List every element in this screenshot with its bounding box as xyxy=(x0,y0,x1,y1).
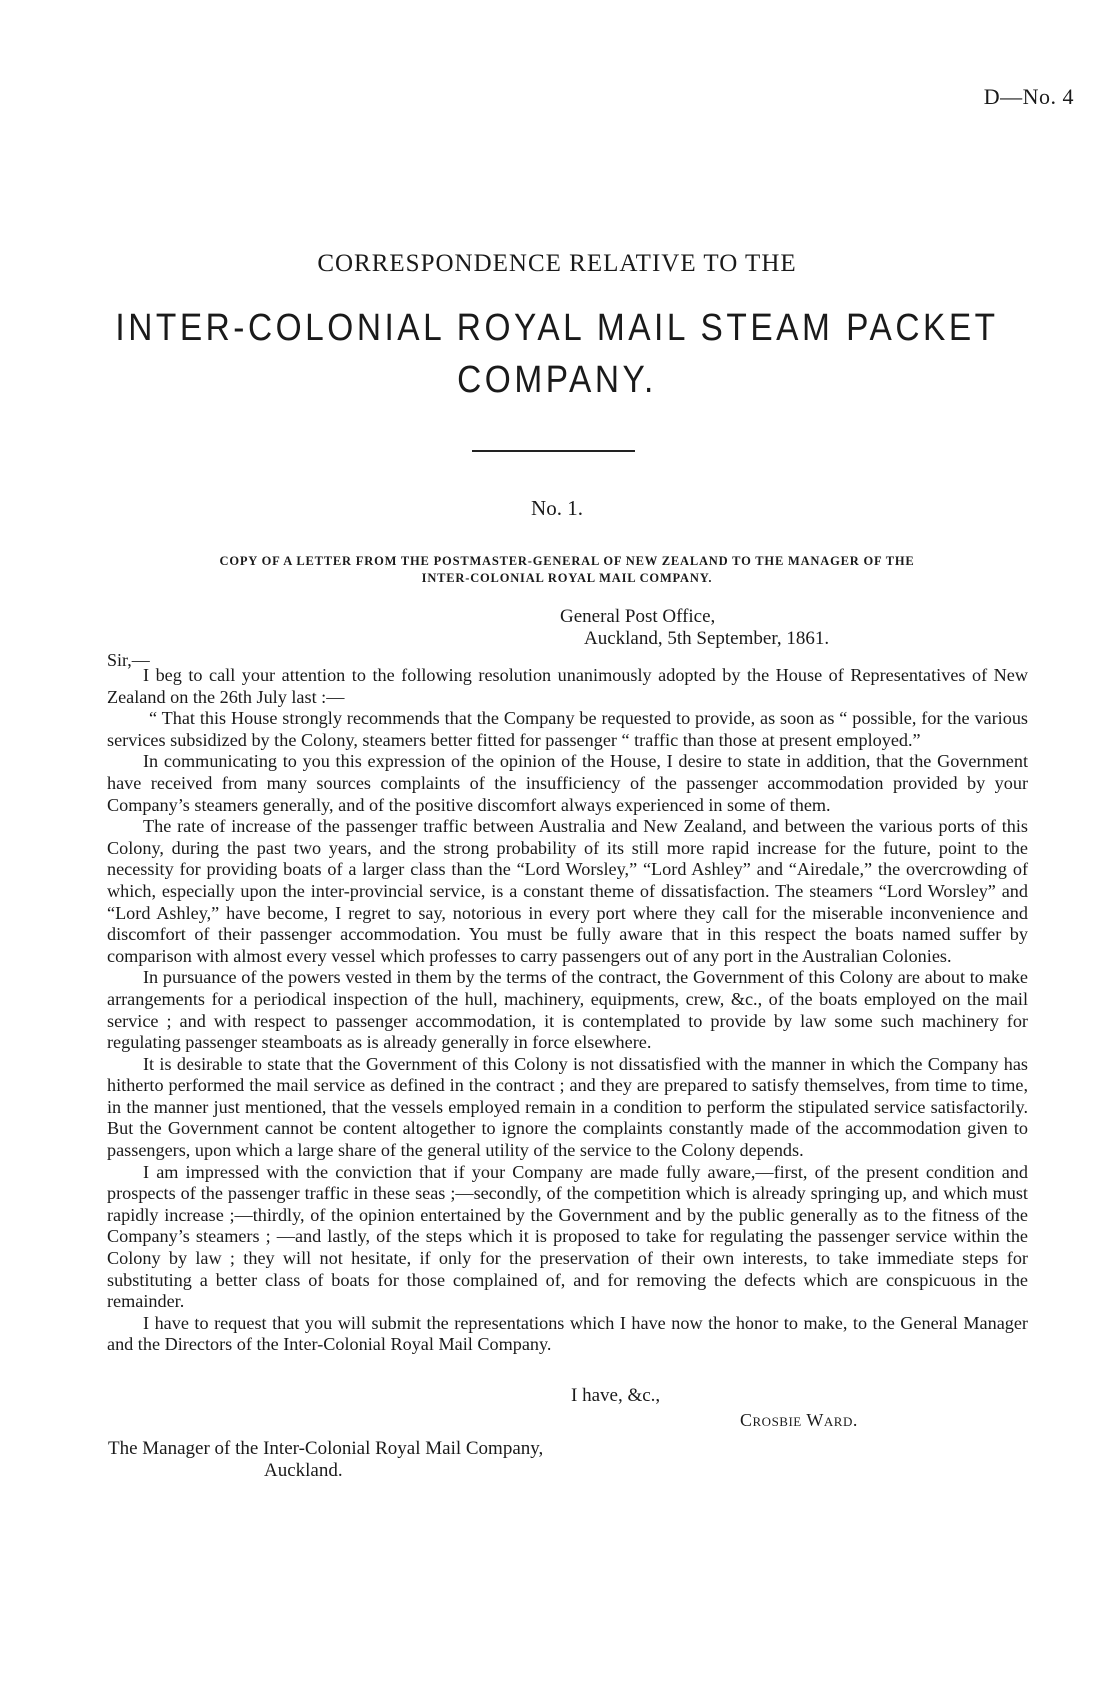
recipient-line-2: Auckland. xyxy=(264,1460,343,1481)
sender-address xyxy=(560,606,829,650)
subtitle-line-2: INTER-COLONIAL ROYAL MAIL COMPANY. xyxy=(421,571,713,585)
paragraph-5: In pursuance of the powers vested in them by the terms of the contract, the Government of this Colony are about to make arrangements for a periodical inspection of the hull, machinery, equipments, crew, &c., of the boats employed on the mail service ; and with respect to passenger accommodation, it is contemplated to provide by law some such machinery for regulating passenger steamboats as is already generally in force elsewhere. xyxy=(107,967,1028,1053)
salutation: Sir,— xyxy=(107,650,150,670)
paragraph-3: In communicating to you this expression of the opinion of the House, I desire to state in addition, that the Government have received from many sources complaints of the insufficiency of the passenger accommodation provided by your Company’s steamers generally, and of the positive discomfort always experienced in some of them. xyxy=(107,751,1028,815)
paragraph-6: It is desirable to state that the Government of this Colony is not dissatisfied with the manner in which the Company has hitherto performed the mail service as defined in the contract ; and they are prepared to satisfy themselves, from time to time, in the manner just mentioned, that the vessels employed remain in a condition to perform the stipulated service satisfactorily. But the Government cannot be content altogether to ignore the complaints constantly made of the accommodation given to passengers, upon which a large share of the general utility of the service to the Colony depends. xyxy=(107,1053,1028,1161)
paragraph-8: I have to request that you will submit the representations which I have now the honor to make, to the General Manager and the Directors of the Inter-Colonial Royal Mail Company. xyxy=(107,1312,1028,1355)
paragraph-4: The rate of increase of the passenger traffic between Australia and New Zealand, and between the various ports of this Colony, during the past two years, and the strong probability of its still more rapid increase for the future, point to the necessity for providing boats of a larger class than the “Lord Worsley,” “Lord Ashley” and “Airedale,” the overcrowding of which, especially upon the inter-provincial service, is a constant theme of dissatisfaction. The steamers “Lord Worsley” and “Lord Ashley,” have become, I regret to say, notorious in every port where they call for the miserable inconvenience and discomfort of their passenger accommodation. You must be fully aware that in this respect the boats named suffer by comparison with almost every vessel which professes to carry passengers out of any port in the Australian Colonies. xyxy=(107,816,1028,966)
paragraph-7: I am impressed with the conviction that if your Company are made fully aware,—first, of the present condition and prospects of the passenger traffic in these seas ;—secondly, of the competition which is already springing up, and which must rapidly increase ;—thirdly, of the opinion entertained by the Government and by the public generally as to the fitness of the Company’s steamers ; —and lastly, of the steps which it is proposed to take for regulating the passenger service within the Colony by law ; they will not hesitate, if only for the preservation of their own interests, to take immediate steps for substituting a better class of boats for those complained of, and for removing the defects which are conspicuous in the remainder. xyxy=(107,1161,1028,1312)
subtitle-line-1: COPY OF A LETTER FROM THE POSTMASTER-GENERAL OF NEW ZEALAND TO THE MANAGER OF THE xyxy=(219,554,915,568)
address-line-2: Auckland, 5th September, 1861. xyxy=(584,628,830,649)
address-line-1: General Post Office, xyxy=(560,606,716,627)
heading-line-2: INTER-COLONIAL ROYAL MAIL STEAM PACKET xyxy=(115,307,999,349)
page-reference: D—No. 4 xyxy=(983,84,1074,109)
letter-body xyxy=(107,665,1028,1356)
heading-title xyxy=(67,302,1047,406)
closing: I have, &c., xyxy=(571,1385,661,1406)
resolution-quote: “ That this House strongly recommends that the Company be requested to provide, as soon as “ possible, for the various services subsidized by the Colony, steamers better fitted for passenger “ traffic than those at present employed.” xyxy=(107,708,1028,750)
recipient-address xyxy=(108,1438,543,1482)
recipient-line-1: The Manager of the Inter-Colonial Royal Mail Company, xyxy=(108,1438,544,1459)
letter-subtitle xyxy=(108,553,1026,587)
heading-line-1: CORRESPONDENCE RELATIVE TO THE xyxy=(317,250,797,277)
heading-line-3: COMPANY. xyxy=(457,359,657,401)
document-number: No. 1. xyxy=(531,496,583,520)
signature: Crosbie Ward. xyxy=(740,1410,858,1430)
divider-rule xyxy=(472,450,635,452)
paragraph-1: I beg to call your attention to the following resolution unanimously adopted by the House of Representatives of New Zealand on the 26th July last :— xyxy=(107,665,1028,707)
